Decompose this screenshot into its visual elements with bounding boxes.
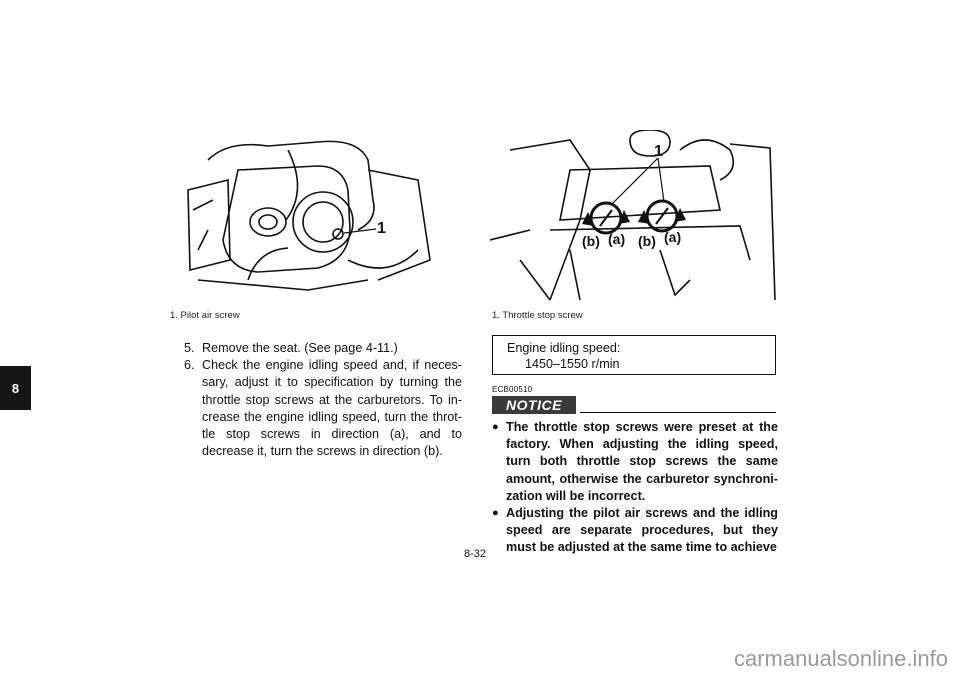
procedure-steps [184, 340, 462, 460]
step-number: 5. [184, 341, 195, 355]
pilot-air-screw-illustration [168, 130, 442, 302]
right-figure-callout: 1 [654, 143, 663, 160]
spec-value: 1450–1550 r/min [525, 357, 620, 371]
notice-bullet-item [492, 419, 778, 505]
direction-label-b: (b) [638, 233, 656, 249]
direction-label-a: (a) [664, 229, 682, 245]
chapter-tab: 8 [0, 366, 31, 410]
left-figure-caption: 1. Pilot air screw [170, 310, 240, 321]
step-item [184, 340, 462, 357]
notice-code: ECB00510 [492, 385, 533, 394]
bullet-dot-icon: ● [492, 421, 499, 433]
right-figure-caption: 1. Throttle stop screw [492, 310, 583, 321]
step-item [184, 357, 462, 460]
direction-label-b: (b) [582, 233, 600, 249]
left-figure-callout: 1 [377, 220, 386, 237]
throttle-stop-screw-illustration [490, 130, 780, 302]
step-text: Check the engine idling speed and, if neces-sary, adjust it to specification by turning the throttle stop screws at the carburetors. To in-crease the engine idling speed, turn the throt-tle stop screws in direction (a), and to decrease it, turn the screws in direction (b). [202, 358, 462, 459]
step-text: Remove the seat. (See page 4-11.) [202, 341, 398, 355]
step-number: 6. [184, 358, 195, 373]
notice-bullet-item [492, 505, 778, 557]
notice-badge: NOTICE [492, 396, 576, 414]
spec-label: Engine idling speed: [507, 341, 621, 355]
direction-label-a: (a) [608, 231, 626, 247]
idling-speed-spec-box [492, 335, 776, 375]
notice-bullets [492, 419, 778, 557]
bullet-dot-icon: ● [492, 507, 499, 520]
watermark: carmanualsonline.info [733, 646, 948, 671]
notice-divider [580, 412, 776, 413]
notice-bullet-text: The throttle stop screws were preset at the factory. When adjusting the idling speed, turn both throttle stop screws the same amount, otherwise the carburetor synchroni-zation will be incorrect. [506, 420, 778, 503]
notice-header [492, 395, 776, 415]
page-number: 8-32 [464, 548, 487, 560]
notice-bullet-text: Adjusting the pilot air screws and the idling speed are separate procedures, but they must be adjusted at the same time to achieve [506, 506, 778, 555]
